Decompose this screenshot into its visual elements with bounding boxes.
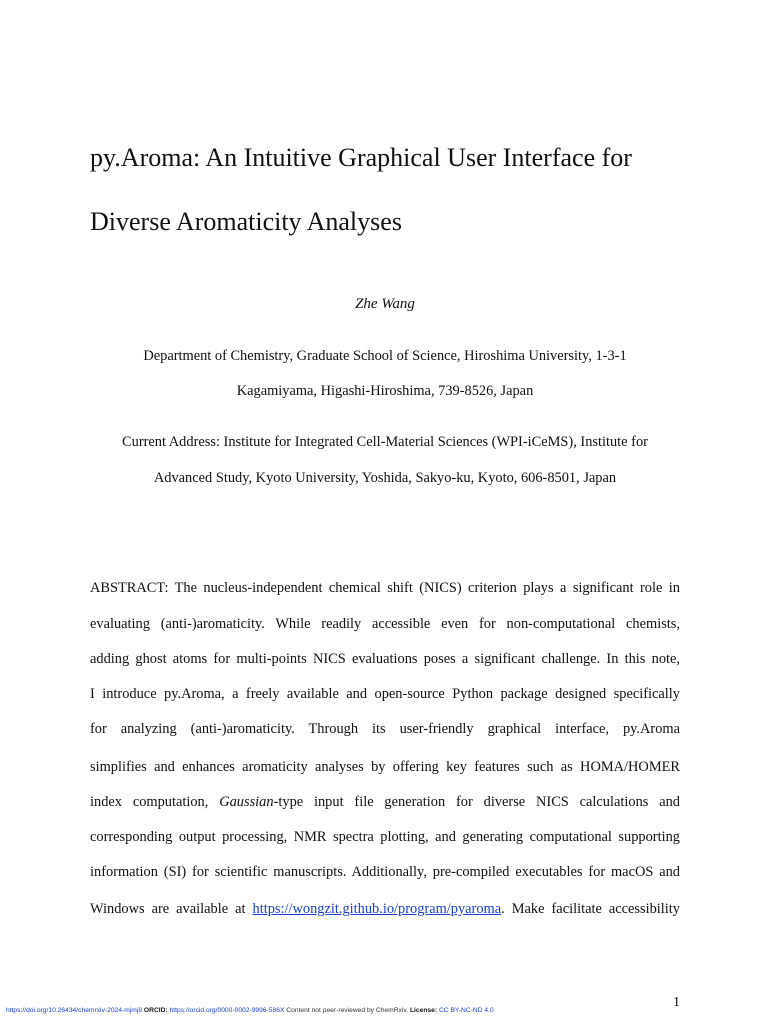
paper-title-line-1: py.Aroma: An Intuitive Graphical User Interface for [90, 143, 632, 172]
abstract-line-9: information (SI) for scientific manuscripts. Additionally, pre-compiled executables for macOS and [90, 864, 680, 880]
abstract-line-6: simplifies and enhances aromaticity analyses by offering key features such as HOMA/HOMER [90, 759, 680, 775]
abstract-line-4: I introduce py.Aroma, a freely available and open-source Python package designed specifically [90, 686, 680, 702]
affiliation-line-4: Advanced Study, Kyoto University, Yoshida, Sakyo-ku, Kyoto, 606-8501, Japan [153, 470, 617, 486]
doi-link[interactable]: https://doi.org/10.26434/chemrxiv-2024-mjmj8 [6, 1007, 143, 1014]
abstract-line-7 [90, 792, 680, 812]
abstract-line-5: for analyzing (anti-)aromaticity. Through its user-friendly graphical interface, py.Aroma [90, 721, 680, 737]
pyaroma-website-link[interactable]: https://wongzit.github.io/program/pyaroma [252, 901, 502, 917]
abstract-line-7-start: index computation, [90, 794, 220, 810]
abstract-line-10-end: . Make facilitate accessibility [501, 901, 680, 917]
orcid-label: ORCID: [143, 1007, 168, 1014]
affiliation-line-2: Kagamiyama, Higashi-Hiroshima, 739-8526, Japan [236, 383, 534, 399]
affiliation-line-1: Department of Chemistry, Graduate School of Science, Hiroshima University, 1-3-1 [143, 348, 627, 364]
orcid-link[interactable]: https://orcid.org/0000-0002-9996-586X [169, 1007, 285, 1014]
page-number: 1 [673, 995, 680, 1010]
peer-review-notice: Content not peer-reviewed by ChemRxiv. [286, 1007, 409, 1014]
abstract-line-8: corresponding output processing, NMR spectra plotting, and generating computational supporting [90, 829, 680, 845]
paper-title-line-2: Diverse Aromaticity Analyses [90, 207, 402, 236]
abstract-line-7-end: -type input file generation for diverse NICS calculations and [273, 794, 680, 810]
abstract-line-10 [90, 899, 680, 919]
chemrxiv-footer [6, 1006, 494, 1016]
abstract-line-1: ABSTRACT: The nucleus-independent chemical shift (NICS) criterion plays a significant role in [90, 580, 680, 596]
abstract-line-3: adding ghost atoms for multi-points NICS evaluations poses a significant challenge. In this note, [90, 651, 680, 667]
abstract-line-10-start: Windows are available at [90, 901, 253, 917]
abstract-line-2: evaluating (anti-)aromaticity. While readily accessible even for non-computational chemists, [90, 616, 680, 632]
license-link[interactable]: CC BY-NC-ND 4.0 [438, 1007, 494, 1014]
affiliation-line-3: Current Address: Institute for Integrated Cell-Material Sciences (WPI-iCeMS), Institute for [122, 434, 648, 450]
license-label: License: [409, 1007, 438, 1014]
gaussian-italic-term: Gaussian [219, 794, 274, 810]
author-name: Zhe Wang [355, 296, 415, 312]
